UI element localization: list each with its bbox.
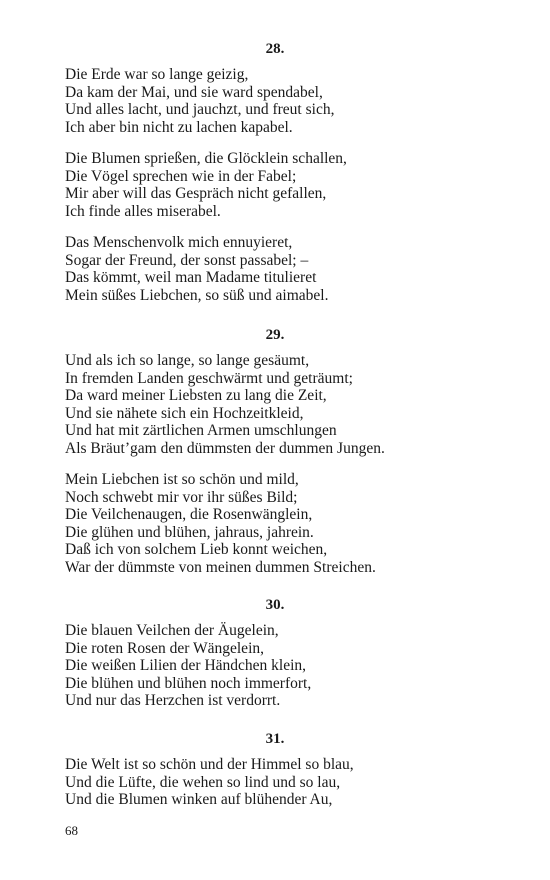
poem-number: 29. bbox=[265, 327, 285, 343]
verse-line: Die Welt ist so schön und der Himmel so blau, bbox=[65, 756, 354, 773]
verse-line: Und nur das Herzchen ist verdorrt. bbox=[65, 692, 281, 709]
verse-line: Die Blumen sprießen, die Glöcklein schallen, bbox=[65, 150, 347, 167]
poem-number: 30. bbox=[265, 597, 285, 613]
stanza bbox=[65, 234, 328, 304]
verse-line: Die glühen und blühen, jahraus, jahrein. bbox=[65, 523, 314, 541]
poem-number: 31. bbox=[265, 731, 285, 747]
verse-line: Als Bräut’gam den dümmsten der dummen Jungen. bbox=[65, 439, 385, 457]
verse-line: Da ward meiner Liebsten zu lang die Zeit, bbox=[65, 387, 327, 404]
verse-line: Und die Blumen winken auf blühender Au, bbox=[65, 791, 333, 808]
verse-line: Die weißen Lilien der Händchen klein, bbox=[65, 657, 307, 674]
verse-line: Das Menschenvolk mich ennuyieret, bbox=[65, 234, 293, 251]
stanza bbox=[65, 352, 385, 457]
stanza bbox=[65, 756, 354, 809]
page-number: 68 bbox=[65, 823, 78, 838]
verse-line: Und alles lacht, und jauchzt, und freut sich, bbox=[65, 101, 335, 118]
stanza bbox=[65, 471, 376, 576]
stanza bbox=[65, 622, 311, 710]
verse-line: Und sie nähete sich ein Hochzeitkleid, bbox=[65, 404, 304, 422]
verse-line: Die roten Rosen der Wängelein, bbox=[65, 639, 264, 657]
verse-line: Die blauen Veilchen der Äugelein, bbox=[65, 622, 279, 639]
verse-line: Die blühen und blühen noch immerfort, bbox=[65, 674, 312, 692]
verse-line: Und die Lüfte, die wehen so lind und so lau, bbox=[65, 773, 341, 791]
verse-line: Die Vögel sprechen wie in der Fabel; bbox=[65, 167, 297, 185]
verse-line: In fremden Landen geschwärmt und geträumt; bbox=[65, 369, 353, 387]
verse-line: Sogar der Freund, der sonst passabel; – bbox=[65, 251, 309, 269]
verse-line: Mein Liebchen ist so schön und mild, bbox=[65, 471, 299, 488]
verse-line: War der dümmste von meinen dummen Streichen. bbox=[65, 558, 376, 576]
verse-line: Daß ich von solchem Lieb konnt weichen, bbox=[65, 541, 328, 558]
verse-line: Mein süßes Liebchen, so süß und aimabel. bbox=[65, 286, 329, 304]
verse-line: Noch schwebt mir vor ihr süßes Bild; bbox=[65, 488, 298, 506]
verse-line: Ich aber bin nicht zu lachen kapabel. bbox=[65, 118, 293, 136]
verse-line: Und hat mit zärtlichen Armen umschlungen bbox=[65, 422, 337, 439]
verse-line: Mir aber will das Gespräch nicht gefallen, bbox=[65, 185, 327, 202]
poem-number: 28. bbox=[265, 41, 285, 57]
verse-line: Und als ich so lange, so lange gesäumt, bbox=[65, 352, 310, 369]
stanza bbox=[65, 66, 334, 136]
verse-line: Das kömmt, weil man Madame titulieret bbox=[65, 269, 317, 286]
verse-line: Da kam der Mai, und sie ward spendabel, bbox=[65, 83, 323, 101]
verse-line: Die Erde war so lange geizig, bbox=[65, 66, 249, 83]
verse-line: Ich finde alles miserabel. bbox=[65, 202, 221, 220]
stanza bbox=[65, 150, 347, 220]
verse-line: Die Veilchenaugen, die Rosenwänglein, bbox=[65, 506, 313, 523]
